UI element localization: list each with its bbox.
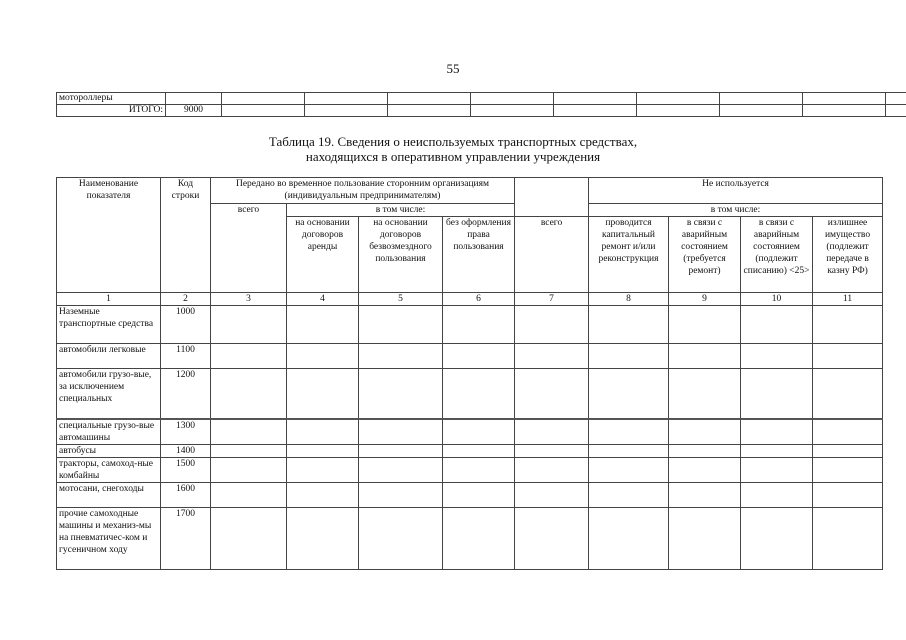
row-code: 1100	[161, 344, 211, 369]
column-numbers-row	[57, 293, 883, 306]
column-number: 8	[589, 293, 669, 306]
table-row	[57, 457, 883, 482]
header-repair: проводится капитальный ремонт и/или реконструкция	[589, 217, 669, 293]
header-code: Код строки	[161, 178, 211, 293]
column-number: 11	[813, 293, 883, 306]
header-incl-transferred: в том числе:	[287, 204, 515, 217]
row-code: 1400	[161, 444, 211, 457]
header-row-1	[57, 178, 883, 204]
row-label: мотороллеры	[57, 93, 166, 105]
table-row	[57, 344, 883, 369]
page-number: 55	[446, 61, 460, 76]
table-row	[57, 444, 883, 457]
vehicles-table	[56, 177, 883, 570]
header-name: Наименование показателя	[57, 178, 161, 293]
header-incl-not-used: в том числе:	[589, 204, 883, 217]
row-name: автомобили грузо-вые, за исключением специальных	[57, 369, 161, 419]
table-row	[57, 507, 883, 569]
column-number: 7	[515, 293, 589, 306]
header-not-used: Не используется	[589, 178, 883, 204]
previous-table-tail	[56, 92, 906, 117]
column-number: 5	[359, 293, 443, 306]
total-row	[57, 105, 906, 117]
row-name: прочие самоходные машины и механиз-мы на пневматичес-ком и гусеничном ходу	[57, 507, 161, 569]
table-title-line2: находящихся в оперативном управлении учреждения	[305, 149, 601, 164]
header-total-not-used: всего	[515, 217, 589, 293]
row-name: автомобили легковые	[57, 344, 161, 369]
row-code: 1000	[161, 306, 211, 344]
total-code: 9000	[166, 105, 222, 117]
row-code: 1600	[161, 482, 211, 507]
header-emergency-repair: в связи с аварийным состоянием (требуется ремонт)	[669, 217, 741, 293]
table-row	[57, 93, 906, 105]
column-number: 10	[741, 293, 813, 306]
column-number: 3	[211, 293, 287, 306]
column-number: 4	[287, 293, 359, 306]
header-transferred: Передано во временное пользование сторонним организациям (индивидуальным предпринимателям)	[211, 178, 515, 204]
header-total-transferred: всего	[211, 204, 287, 293]
table-row	[57, 306, 883, 344]
header-lease: на основании договоров аренды	[287, 217, 359, 293]
table-row	[57, 419, 883, 445]
row-name: специальные грузо-вые автомашины	[57, 419, 161, 445]
header-emergency-writeoff: в связи с аварийным состоянием (подлежит списанию) <25>	[741, 217, 813, 293]
row-code: 1500	[161, 457, 211, 482]
table-row	[57, 369, 883, 419]
table-title-line1: Таблица 19. Сведения о неиспользуемых транспортных средствах,	[268, 134, 638, 149]
row-name: тракторы, самоход-ные комбайны	[57, 457, 161, 482]
row-name: Наземные транспортные средства	[57, 306, 161, 344]
column-number: 2	[161, 293, 211, 306]
row-code: 1300	[161, 419, 211, 445]
row-name: автобусы	[57, 444, 161, 457]
row-name: мотосани, снегоходы	[57, 482, 161, 507]
column-number: 6	[443, 293, 515, 306]
header-free: на основании договоров безвозмездного пользования	[359, 217, 443, 293]
row-code: 1700	[161, 507, 211, 569]
row-code: 1200	[161, 369, 211, 419]
column-number: 9	[669, 293, 741, 306]
header-no-contract: без оформления права пользования	[443, 217, 515, 293]
total-label: ИТОГО:	[57, 105, 166, 117]
column-number: 1	[57, 293, 161, 306]
table-row	[57, 482, 883, 507]
header-surplus: излишнее имущество (подлежит передаче в казну РФ)	[813, 217, 883, 293]
